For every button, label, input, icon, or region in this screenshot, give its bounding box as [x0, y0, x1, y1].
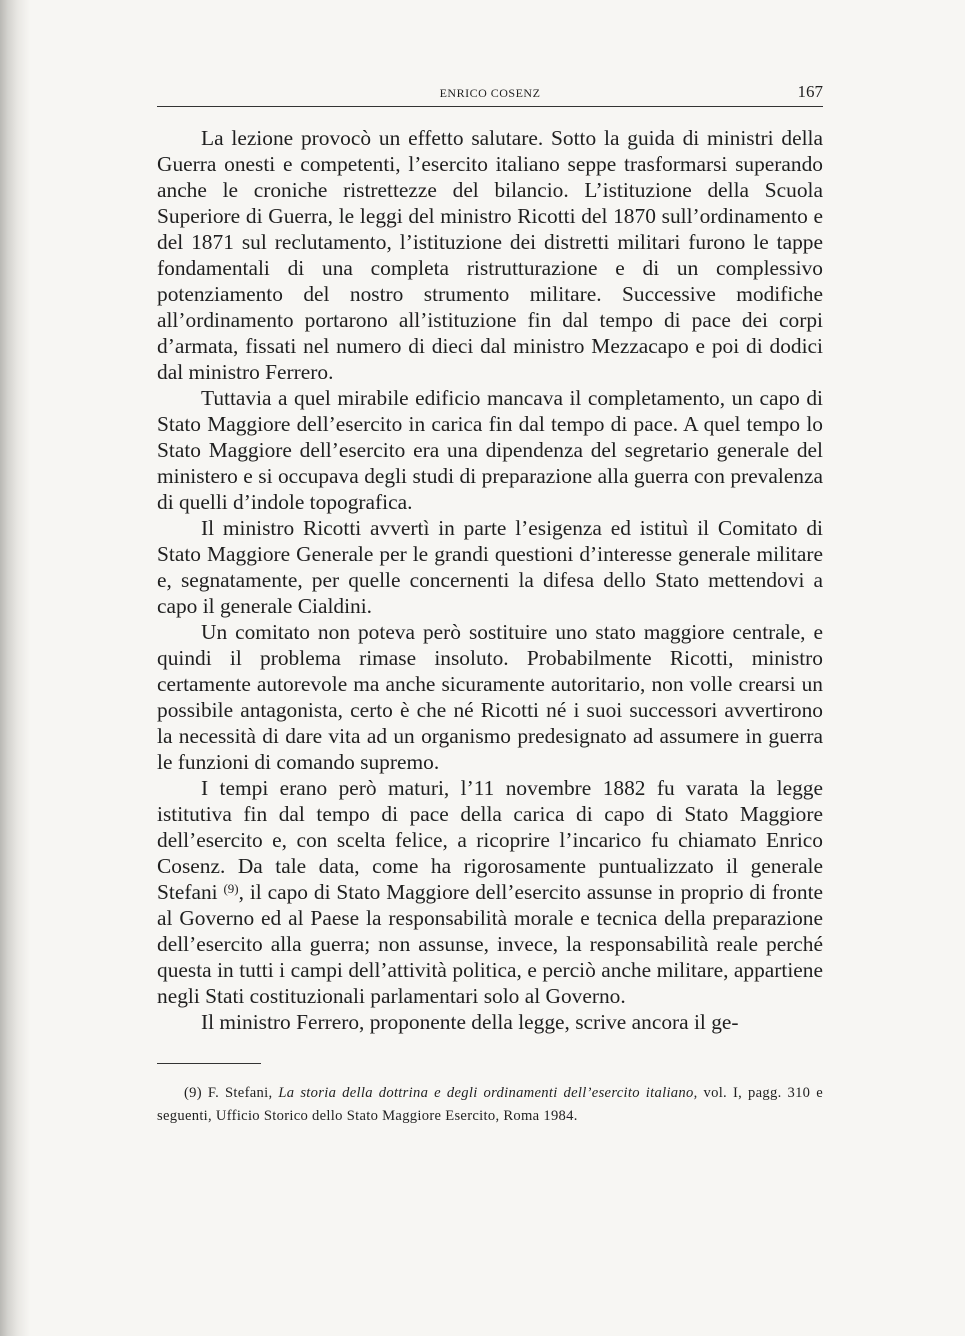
running-head-author: ENRICO COSENZ: [439, 86, 541, 100]
book-page: [157, 80, 823, 1128]
binding-shadow: [0, 0, 30, 1336]
footnote-reference: (9): [223, 881, 239, 896]
footnote-rule: [157, 1063, 261, 1064]
footnote-title: La storia della dottrina e degli ordinamenti dell’esercito italiano: [278, 1085, 694, 1101]
paragraph-5: [157, 775, 823, 1009]
paragraph-5-text-a: I tempi erano però maturi, l’11 novembre 1882 fu varata la legge istitutiva fin dal tempo di pace della carica di capo di Stato Maggiore dell’esercito e, con scelta felice, a ricoprire l’incarico fu chiamato Enrico Cosenz. Da tale data, come ha rigorosamente puntualizzato il generale Stefani: [157, 776, 823, 904]
paragraph-4: Un comitato non poteva però sostituire uno stato maggiore centrale, e quindi il problema rimase insoluto. Probabilmente Ricotti, ministro certamente autorevole ma anche sicuramente autoritario, non volle crearsi un possibile antagonista, certo è che né Ricotti né i suoi successori avvertirono la necessità di dare vita ad un organismo predesignato ad assumere in guerra le funzioni di comando supremo.: [157, 620, 823, 774]
footnote: [157, 1082, 823, 1128]
body-text: [157, 125, 823, 1035]
footnote-number: (9): [184, 1085, 202, 1101]
footnote-author: F. Stefani,: [207, 1085, 273, 1101]
page-number: 167: [797, 82, 823, 101]
paragraph-2: Tuttavia a quel mirabile edificio mancava il completamento, un capo di Stato Maggiore dell’esercito in carica fin dal tempo di pace. A quel tempo lo Stato Maggiore dell’esercito era una dipendenza del segretario generale del ministero e si occupava degli studi di preparazione alla guerra con prevalenza di quelli d’indole topografica.: [157, 386, 823, 514]
paragraph-6: Il ministro Ferrero, proponente della legge, scrive ancora il ge-: [201, 1010, 739, 1034]
paragraph-3: Il ministro Ricotti avvertì in parte l’esigenza ed istituì il Comitato di Stato Maggiore Generale per le grandi questioni d’interesse generale militare e, segnatamente, per quelle concernenti la difesa dello Stato mettendovi a capo il generale Cialdini.: [157, 516, 823, 618]
running-head: [157, 80, 823, 107]
paragraph-1: La lezione provocò un effetto salutare. Sotto la guida di ministri della Guerra onesti e competenti, l’esercito italiano seppe trasformarsi superando anche le croniche ristrettezze del bilancio. L’istituzione della Scuola Superiore di Guerra, le leggi del ministro Ricotti del 1870 sull’ordinamento e del 1871 sul reclutamento, l’istituzione dei distretti militari furono le tappe fondamentali di una completa ristrutturazione e di un complessivo potenziamento del nostro strumento militare. Successive modifiche all’ordinamento portarono all’istituzione fin dal tempo di pace dei corpi d’armata, fissati nel numero di dieci dal ministro Mezzacapo e poi di dodici dal ministro Ferrero.: [157, 126, 823, 384]
paragraph-5-text-b: , il capo di Stato Maggiore dell’esercito assunse in proprio di fronte al Governo ed al Paese la responsabilità morale e tecnica della preparazione dell’esercito alla guerra; non assunse, invece, la responsabilità reale perché questa in tutti i campi dell’attività politica, e perciò anche militare, appartiene negli Stati costituzionali parlamentari solo al Governo.: [157, 880, 824, 1008]
footnote-details: , vol. I, pagg. 310 e seguenti, Ufficio Storico dello Stato Maggiore Esercito, Roma 1984.: [157, 1085, 823, 1124]
